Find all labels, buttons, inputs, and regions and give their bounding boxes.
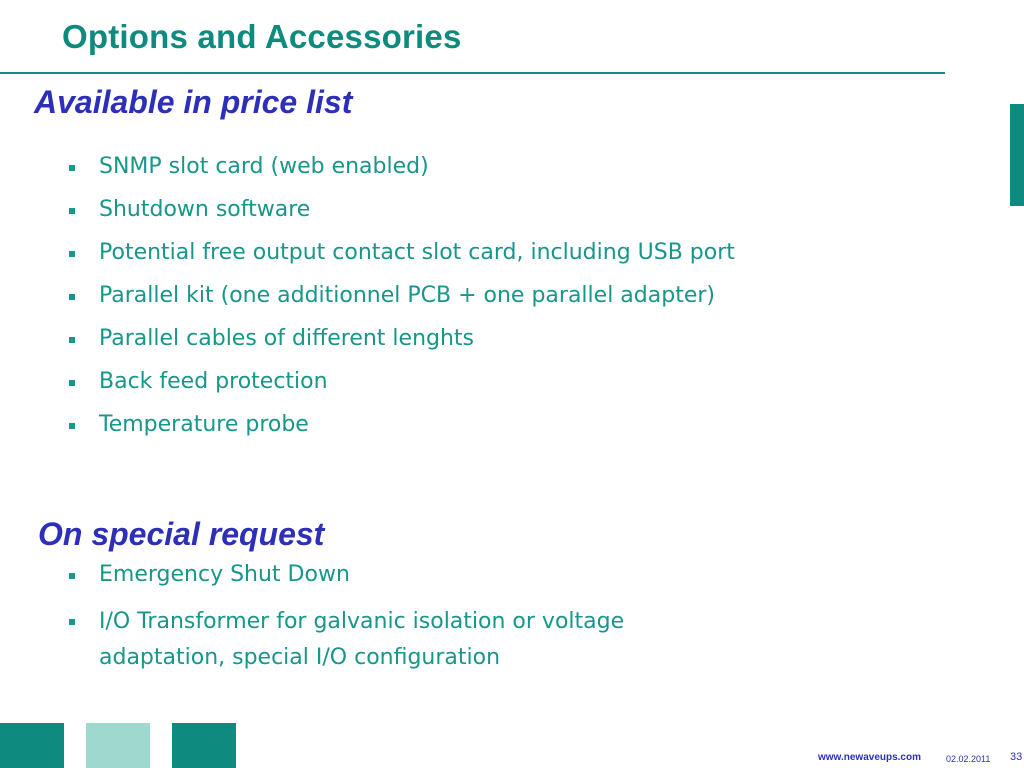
- square-bullet-icon: [69, 165, 75, 171]
- list-item: [69, 412, 735, 438]
- square-bullet-icon: [69, 208, 75, 214]
- side-accent-bar: [1010, 104, 1024, 206]
- footer-website-link[interactable]: www.newaveups.com: [818, 752, 921, 763]
- special-request-list: [69, 562, 739, 676]
- footer-block-dark: [0, 723, 64, 768]
- square-bullet-icon: [69, 380, 75, 386]
- square-bullet-icon: [69, 573, 75, 579]
- list-item: [69, 369, 735, 395]
- footer-block-light: [86, 723, 150, 768]
- list-item-text: Temperature probe: [99, 412, 309, 437]
- title-divider: [0, 72, 945, 74]
- available-heading: Available in price list: [34, 84, 353, 120]
- list-item: [69, 154, 735, 180]
- list-item-text: Parallel cables of different lenghts: [99, 326, 475, 351]
- list-item: [69, 604, 739, 676]
- slide-title: Options and Accessories: [62, 18, 462, 55]
- footer-block-dark: [172, 723, 236, 768]
- list-item: [69, 197, 735, 223]
- list-item-text: Back feed protection: [99, 369, 328, 394]
- square-bullet-icon: [69, 337, 75, 343]
- square-bullet-icon: [69, 619, 75, 625]
- list-item-text: Potential free output contact slot card, including USB port: [99, 240, 735, 265]
- special-request-heading: On special request: [38, 516, 325, 552]
- list-item: [69, 283, 735, 309]
- square-bullet-icon: [69, 423, 75, 429]
- list-item: [69, 562, 739, 588]
- square-bullet-icon: [69, 251, 75, 257]
- list-item: [69, 240, 735, 266]
- list-item-text: I/O Transformer for galvanic isolation or voltage adaptation, special I/O configuration: [99, 609, 625, 670]
- square-bullet-icon: [69, 294, 75, 300]
- list-item-text: Shutdown software: [99, 197, 311, 222]
- available-list: [69, 154, 735, 455]
- list-item-text: Emergency Shut Down: [99, 562, 350, 587]
- list-item-text: Parallel kit (one additionnel PCB + one parallel adapter): [99, 283, 715, 308]
- list-item: [69, 326, 735, 352]
- page-number: 33: [1010, 751, 1023, 763]
- footer-date: 02.02.2011: [946, 754, 991, 764]
- list-item-text: SNMP slot card (web enabled): [99, 154, 429, 179]
